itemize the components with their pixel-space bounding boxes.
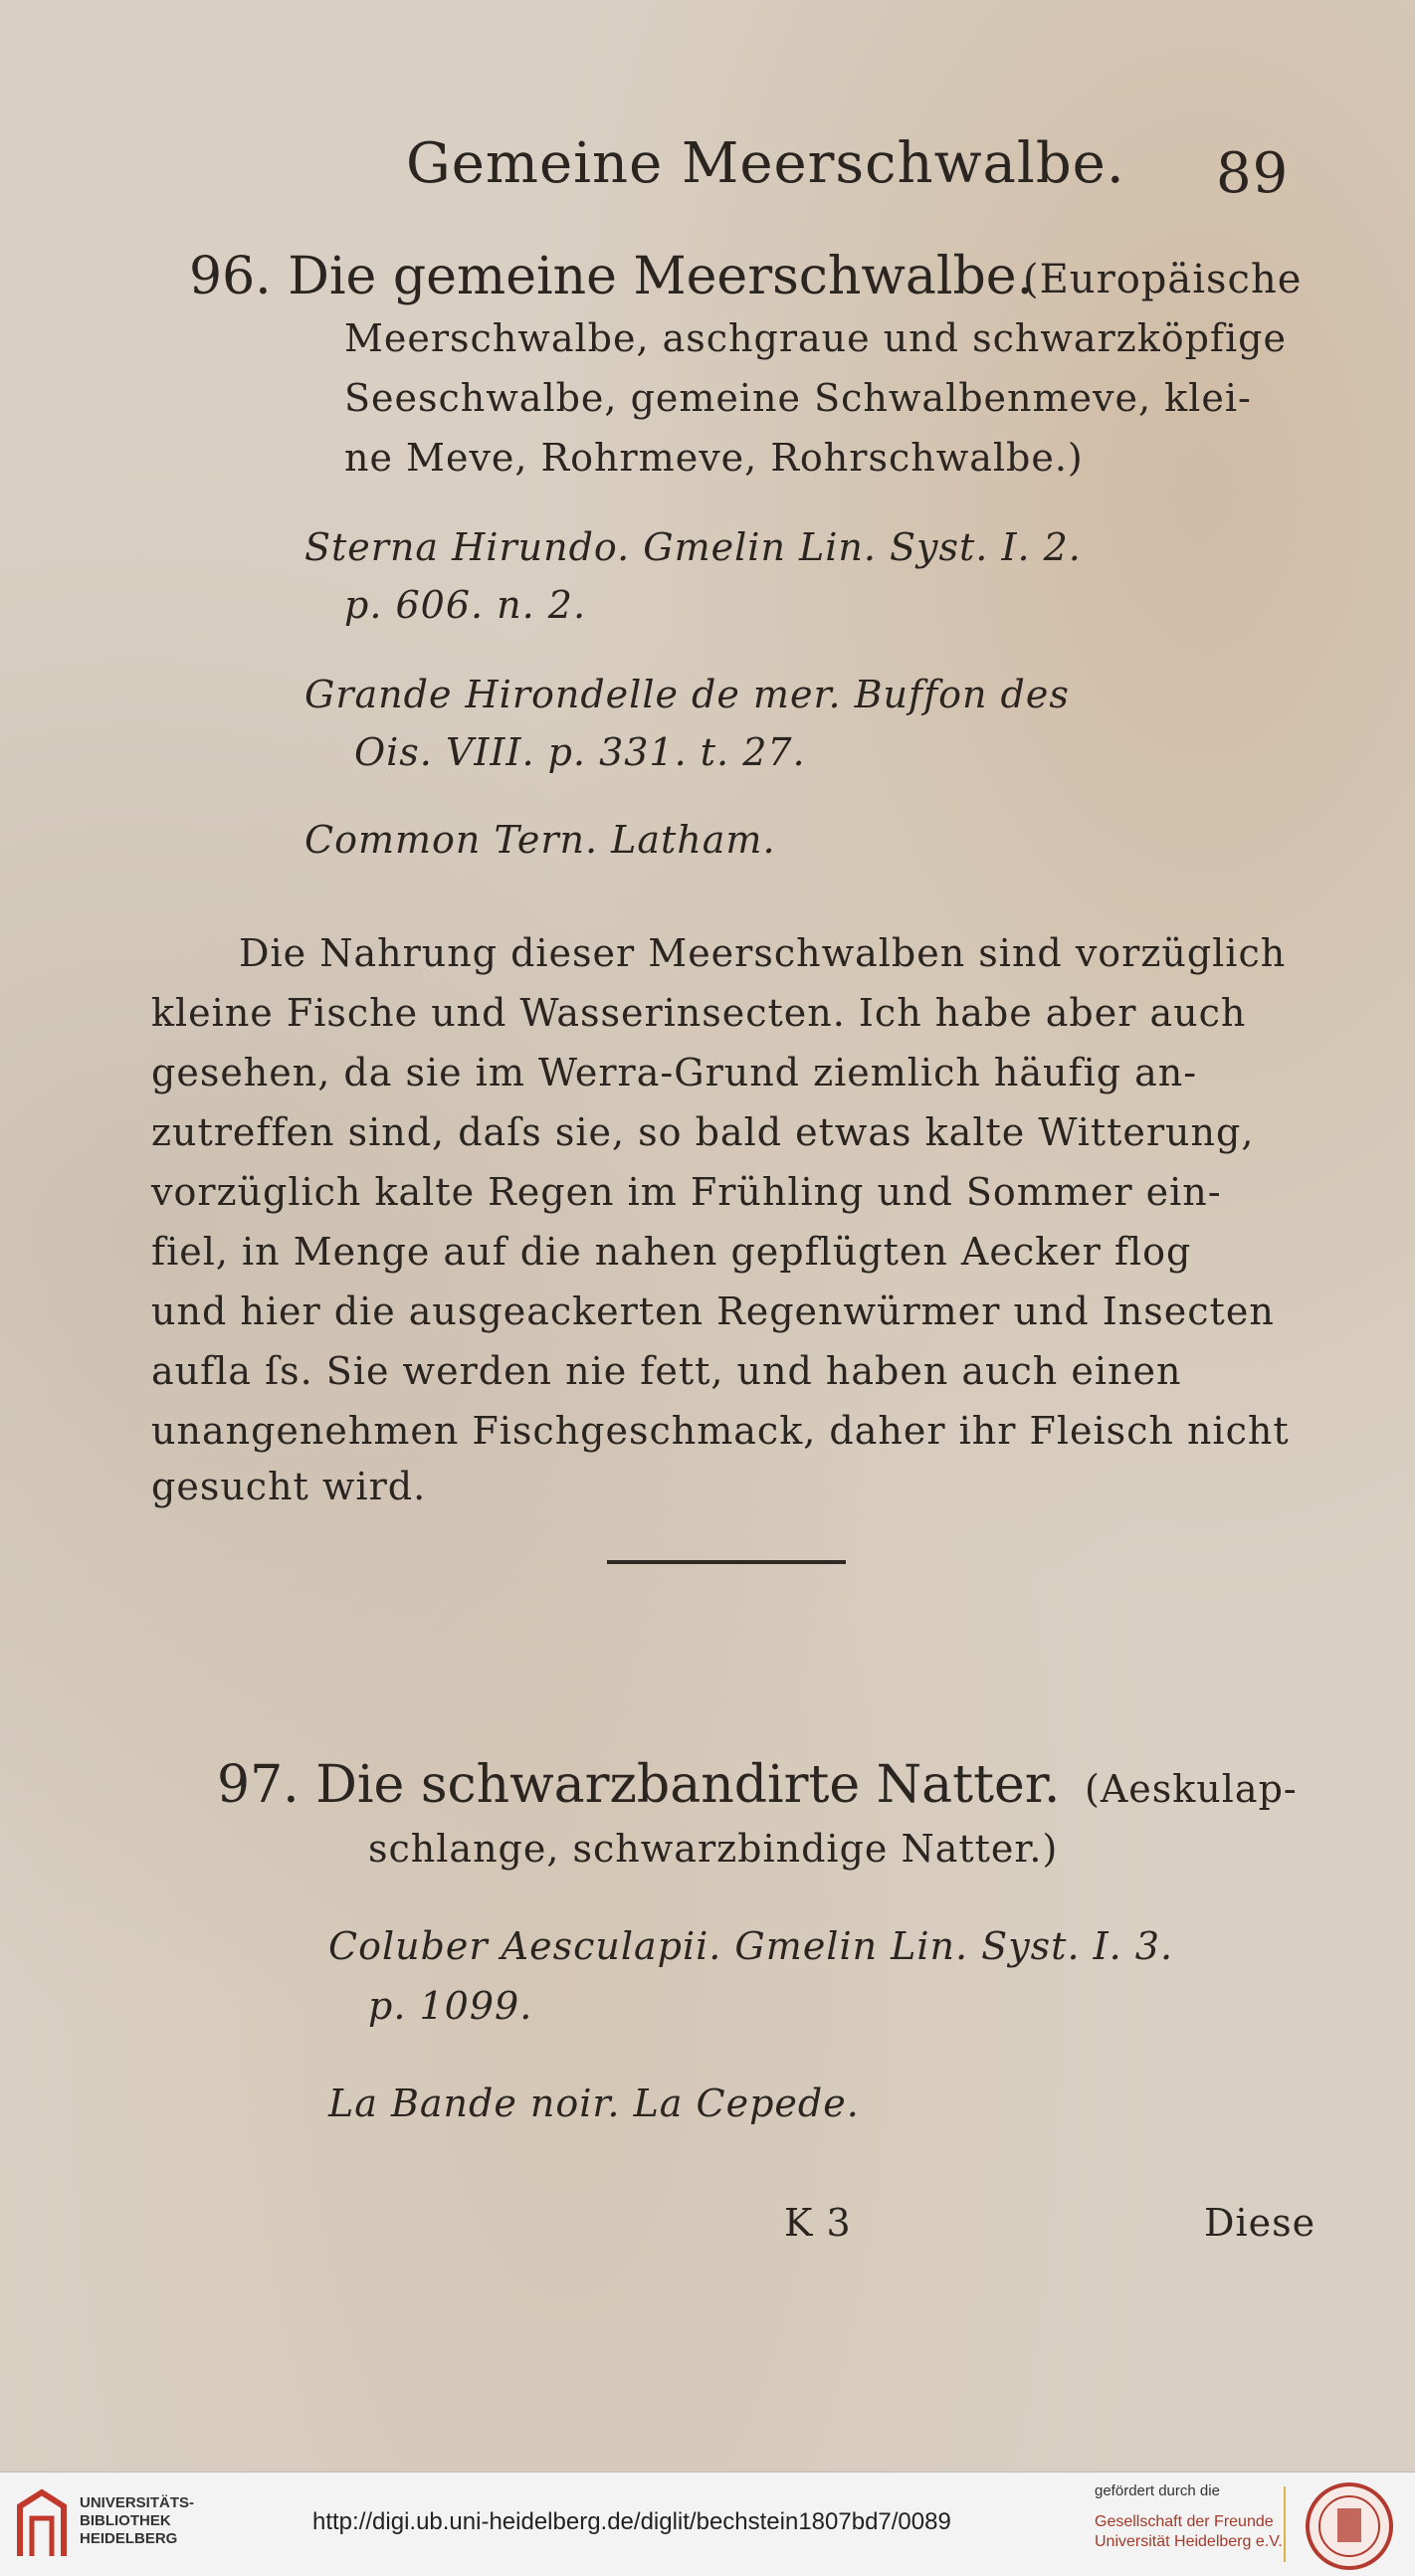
entry-96-line-2: Seeschwalbe, gemeine Schwalbenmeve, klei- xyxy=(344,376,1252,420)
para-line-8: aufla ſs. Sie werden nie fett, und haben auch einen xyxy=(151,1349,1182,1393)
para-line-4: zutreffen sind, daſs sie, so bald etwas kalte Witterung, xyxy=(151,1110,1255,1154)
ref-97-1: Coluber Aesculapii. Gmelin Lin. Syst. I. 3. xyxy=(328,1924,1174,1968)
page-number: 89 xyxy=(1216,141,1290,206)
sponsor-name xyxy=(1095,2512,1283,2552)
ref-97-3: La Bande noir. La Cepede. xyxy=(328,2081,860,2125)
library-name xyxy=(80,2494,194,2548)
footer-divider xyxy=(1284,2486,1286,2562)
para-line-3: gesehen, da sie im Werra-Grund ziemlich häufig an- xyxy=(151,1051,1198,1094)
library-name-line-2: BIBLIOTHEK xyxy=(80,2512,171,2529)
entry-97-heading-rest: (Aeskulap- xyxy=(1085,1767,1298,1811)
catchword: Diese xyxy=(1204,2201,1316,2245)
entry-96-line-3: ne Meve, Rohrmeve, Rohrschwalbe.) xyxy=(344,436,1084,480)
para-line-10: gesucht wird. xyxy=(151,1465,427,1508)
para-line-5: vorzüglich kalte Regen im Frühling und Sommer ein- xyxy=(151,1170,1222,1214)
para-line-9: unangenehmen Fischgeschmack, daher ihr Fleisch nicht xyxy=(151,1409,1290,1453)
sponsor-name-line-2: Universität Heidelberg e.V. xyxy=(1095,2533,1283,2550)
running-title: Gemeine Meerschwalbe. xyxy=(406,131,1125,196)
signature-mark: K 3 xyxy=(784,2201,852,2245)
sponsor-name-line-1: Gesellschaft der Freunde xyxy=(1095,2513,1274,2530)
ref-96-2: p. 606. n. 2. xyxy=(344,583,587,627)
para-line-1: Die Nahrung dieser Meerschwalben sind vorzüglich xyxy=(239,931,1287,975)
ref-97-2: p. 1099. xyxy=(368,1984,533,2028)
entry-97-heading: 97. Die schwarzbandirte Natter. xyxy=(217,1755,1061,1815)
para-line-6: fiel, in Menge auf die nahen gepflügten Aecker flog xyxy=(151,1230,1192,1274)
digitization-footer xyxy=(0,2472,1415,2576)
entry-96-heading-rest: (Europäische xyxy=(1023,257,1303,302)
permalink-url[interactable]: http://digi.ub.uni-heidelberg.de/diglit/bechstein1807bd7/0089 xyxy=(312,2508,951,2535)
entry-96-heading: 96. Die gemeine Meerschwalbe. xyxy=(189,247,1034,306)
sponsor-label: gefördert durch die xyxy=(1095,2482,1220,2499)
para-line-7: und hier die ausgeackerten Regenwürmer und Insecten xyxy=(151,1289,1275,1333)
library-logo-icon xyxy=(14,2486,70,2562)
ref-96-4: Ois. VIII. p. 331. t. 27. xyxy=(354,730,806,774)
university-seal-icon xyxy=(1304,2480,1395,2572)
section-divider xyxy=(607,1560,846,1564)
ref-96-3: Grande Hirondelle de mer. Buffon des xyxy=(304,673,1070,716)
ref-96-5: Common Tern. Latham. xyxy=(304,818,776,862)
para-line-2: kleine Fische und Wasserinsecten. Ich habe aber auch xyxy=(151,991,1247,1035)
ref-96-1: Sterna Hirundo. Gmelin Lin. Syst. I. 2. xyxy=(304,525,1082,569)
library-name-line-3: HEIDELBERG xyxy=(80,2530,178,2547)
library-name-line-1: UNIVERSITÄTS- xyxy=(80,2494,195,2511)
entry-97-line-2: schlange, schwarzbindige Natter.) xyxy=(368,1827,1059,1871)
entry-96-line-1: Meerschwalbe, aschgraue und schwarzköpfige xyxy=(344,316,1287,360)
